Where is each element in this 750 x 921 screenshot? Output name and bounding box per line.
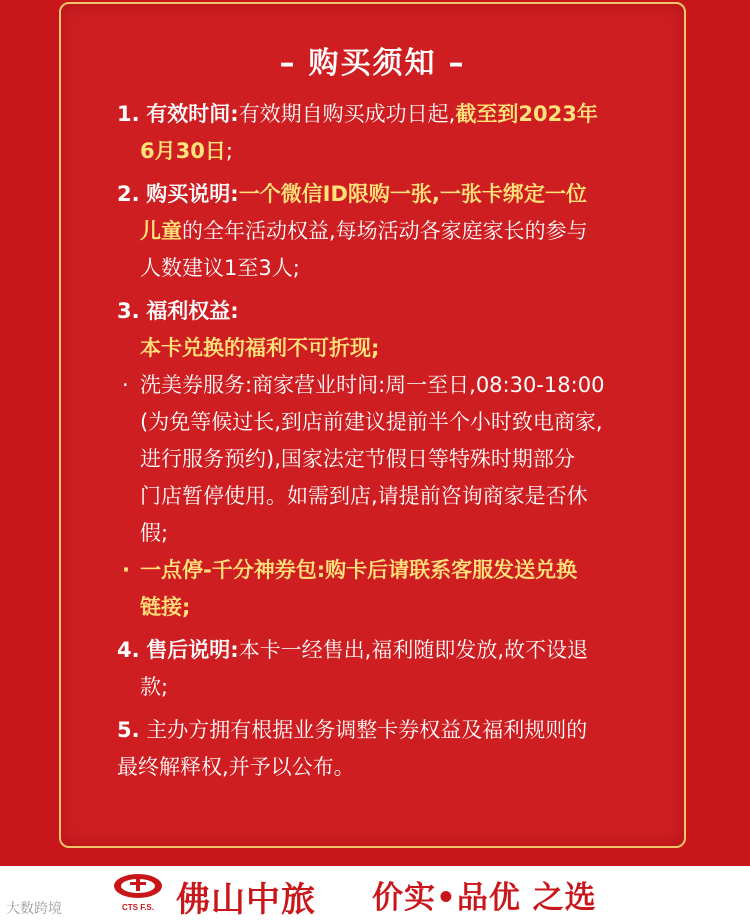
title-dash-right: – <box>448 46 466 81</box>
item-2-line-1 <box>117 176 657 213</box>
item-1-text: 有效期自购买成功日起, <box>238 102 456 126</box>
item-3-line-2 <box>117 330 657 367</box>
item-5-text: 主办方拥有根据业务调整卡券权益及福利规则的 <box>146 718 588 742</box>
item-3-bullet-2 <box>117 552 657 626</box>
bullet-2-line: 链接; <box>140 595 191 619</box>
notice-item-2 <box>117 176 657 287</box>
brand-slogan: 价实•品优 之选 <box>372 880 597 916</box>
item-2-line-3 <box>117 250 657 287</box>
item-4-text: 本卡一经售出,福利随即发放,故不设退 <box>238 638 589 662</box>
item-4-line-2 <box>117 669 657 706</box>
item-4-line-1 <box>117 632 657 669</box>
item-5-line-1 <box>117 712 657 749</box>
item-3-number: 3. <box>117 299 140 323</box>
item-1-highlight: 截至到2023年 <box>455 102 598 126</box>
item-4-number: 4. <box>117 638 140 662</box>
item-4-text-2: 款; <box>140 675 169 699</box>
notice-item-3 <box>117 293 657 626</box>
item-1-line-2 <box>117 133 657 170</box>
notice-item-1 <box>117 96 657 170</box>
item-2-highlight-2: 儿童 <box>140 219 182 243</box>
item-2-label: 购买说明: <box>146 182 239 206</box>
item-1-number: 1. <box>117 102 140 126</box>
item-1-text-2: ; <box>225 139 233 163</box>
notice-content <box>117 96 657 792</box>
bullet-dot-icon: · <box>122 373 129 397</box>
item-3-bullet-1 <box>117 367 657 552</box>
item-2-highlight: 一个微信ID限购一张,一张卡绑定一位 <box>238 182 587 206</box>
bullet-1-line: (为免等候过长,到店前建议提前半个小时致电商家, <box>140 410 603 434</box>
item-3-label: 福利权益: <box>146 299 239 323</box>
cts-logo-icon <box>110 871 166 913</box>
item-5-number: 5. <box>117 718 140 742</box>
item-2-text-2: 的全年活动权益,每场活动各家庭家长的参与 <box>182 219 588 243</box>
item-2-line-2 <box>117 213 657 250</box>
item-5-text-2: 最终解释权,并予以公布。 <box>117 755 355 779</box>
bullet-1-line: 进行服务预约),国家法定节假日等特殊时期部分 <box>140 447 575 471</box>
page-title <box>61 38 684 82</box>
item-2-text-3: 人数建议1至3人; <box>140 256 300 280</box>
notice-item-5 <box>117 712 657 786</box>
title-text: 购买须知 <box>308 46 437 81</box>
title-dash-left: – <box>279 46 297 81</box>
item-3-highlight: 本卡兑换的福利不可折现; <box>140 336 380 360</box>
bullet-1-line: 门店暂停使用。如需到店,请提前咨询商家是否休 <box>140 484 588 508</box>
notice-item-4 <box>117 632 657 706</box>
item-1-line-1 <box>117 96 657 133</box>
bullet-dot-icon: · <box>122 558 130 582</box>
bullet-2-line: 一点停-千分神券包:购卡后请联系客服发送兑换 <box>140 558 578 582</box>
item-1-label: 有效时间: <box>146 102 239 126</box>
item-1-highlight-2: 6月30日 <box>140 139 226 163</box>
brand-name: 佛山中旅 <box>176 880 316 920</box>
logo-caption: CTS F.S. <box>121 903 155 912</box>
footer-bar <box>0 866 750 921</box>
bullet-1-line: 洗美券服务:商家营业时间:周一至日,08:30-18:00 <box>140 373 605 397</box>
watermark-text: 大数跨境 <box>6 901 62 917</box>
item-4-label: 售后说明: <box>146 638 239 662</box>
bullet-1-line: 假; <box>140 521 169 545</box>
item-2-number: 2. <box>117 182 140 206</box>
item-5-line-2 <box>117 749 657 786</box>
item-3-line-1 <box>117 293 657 330</box>
